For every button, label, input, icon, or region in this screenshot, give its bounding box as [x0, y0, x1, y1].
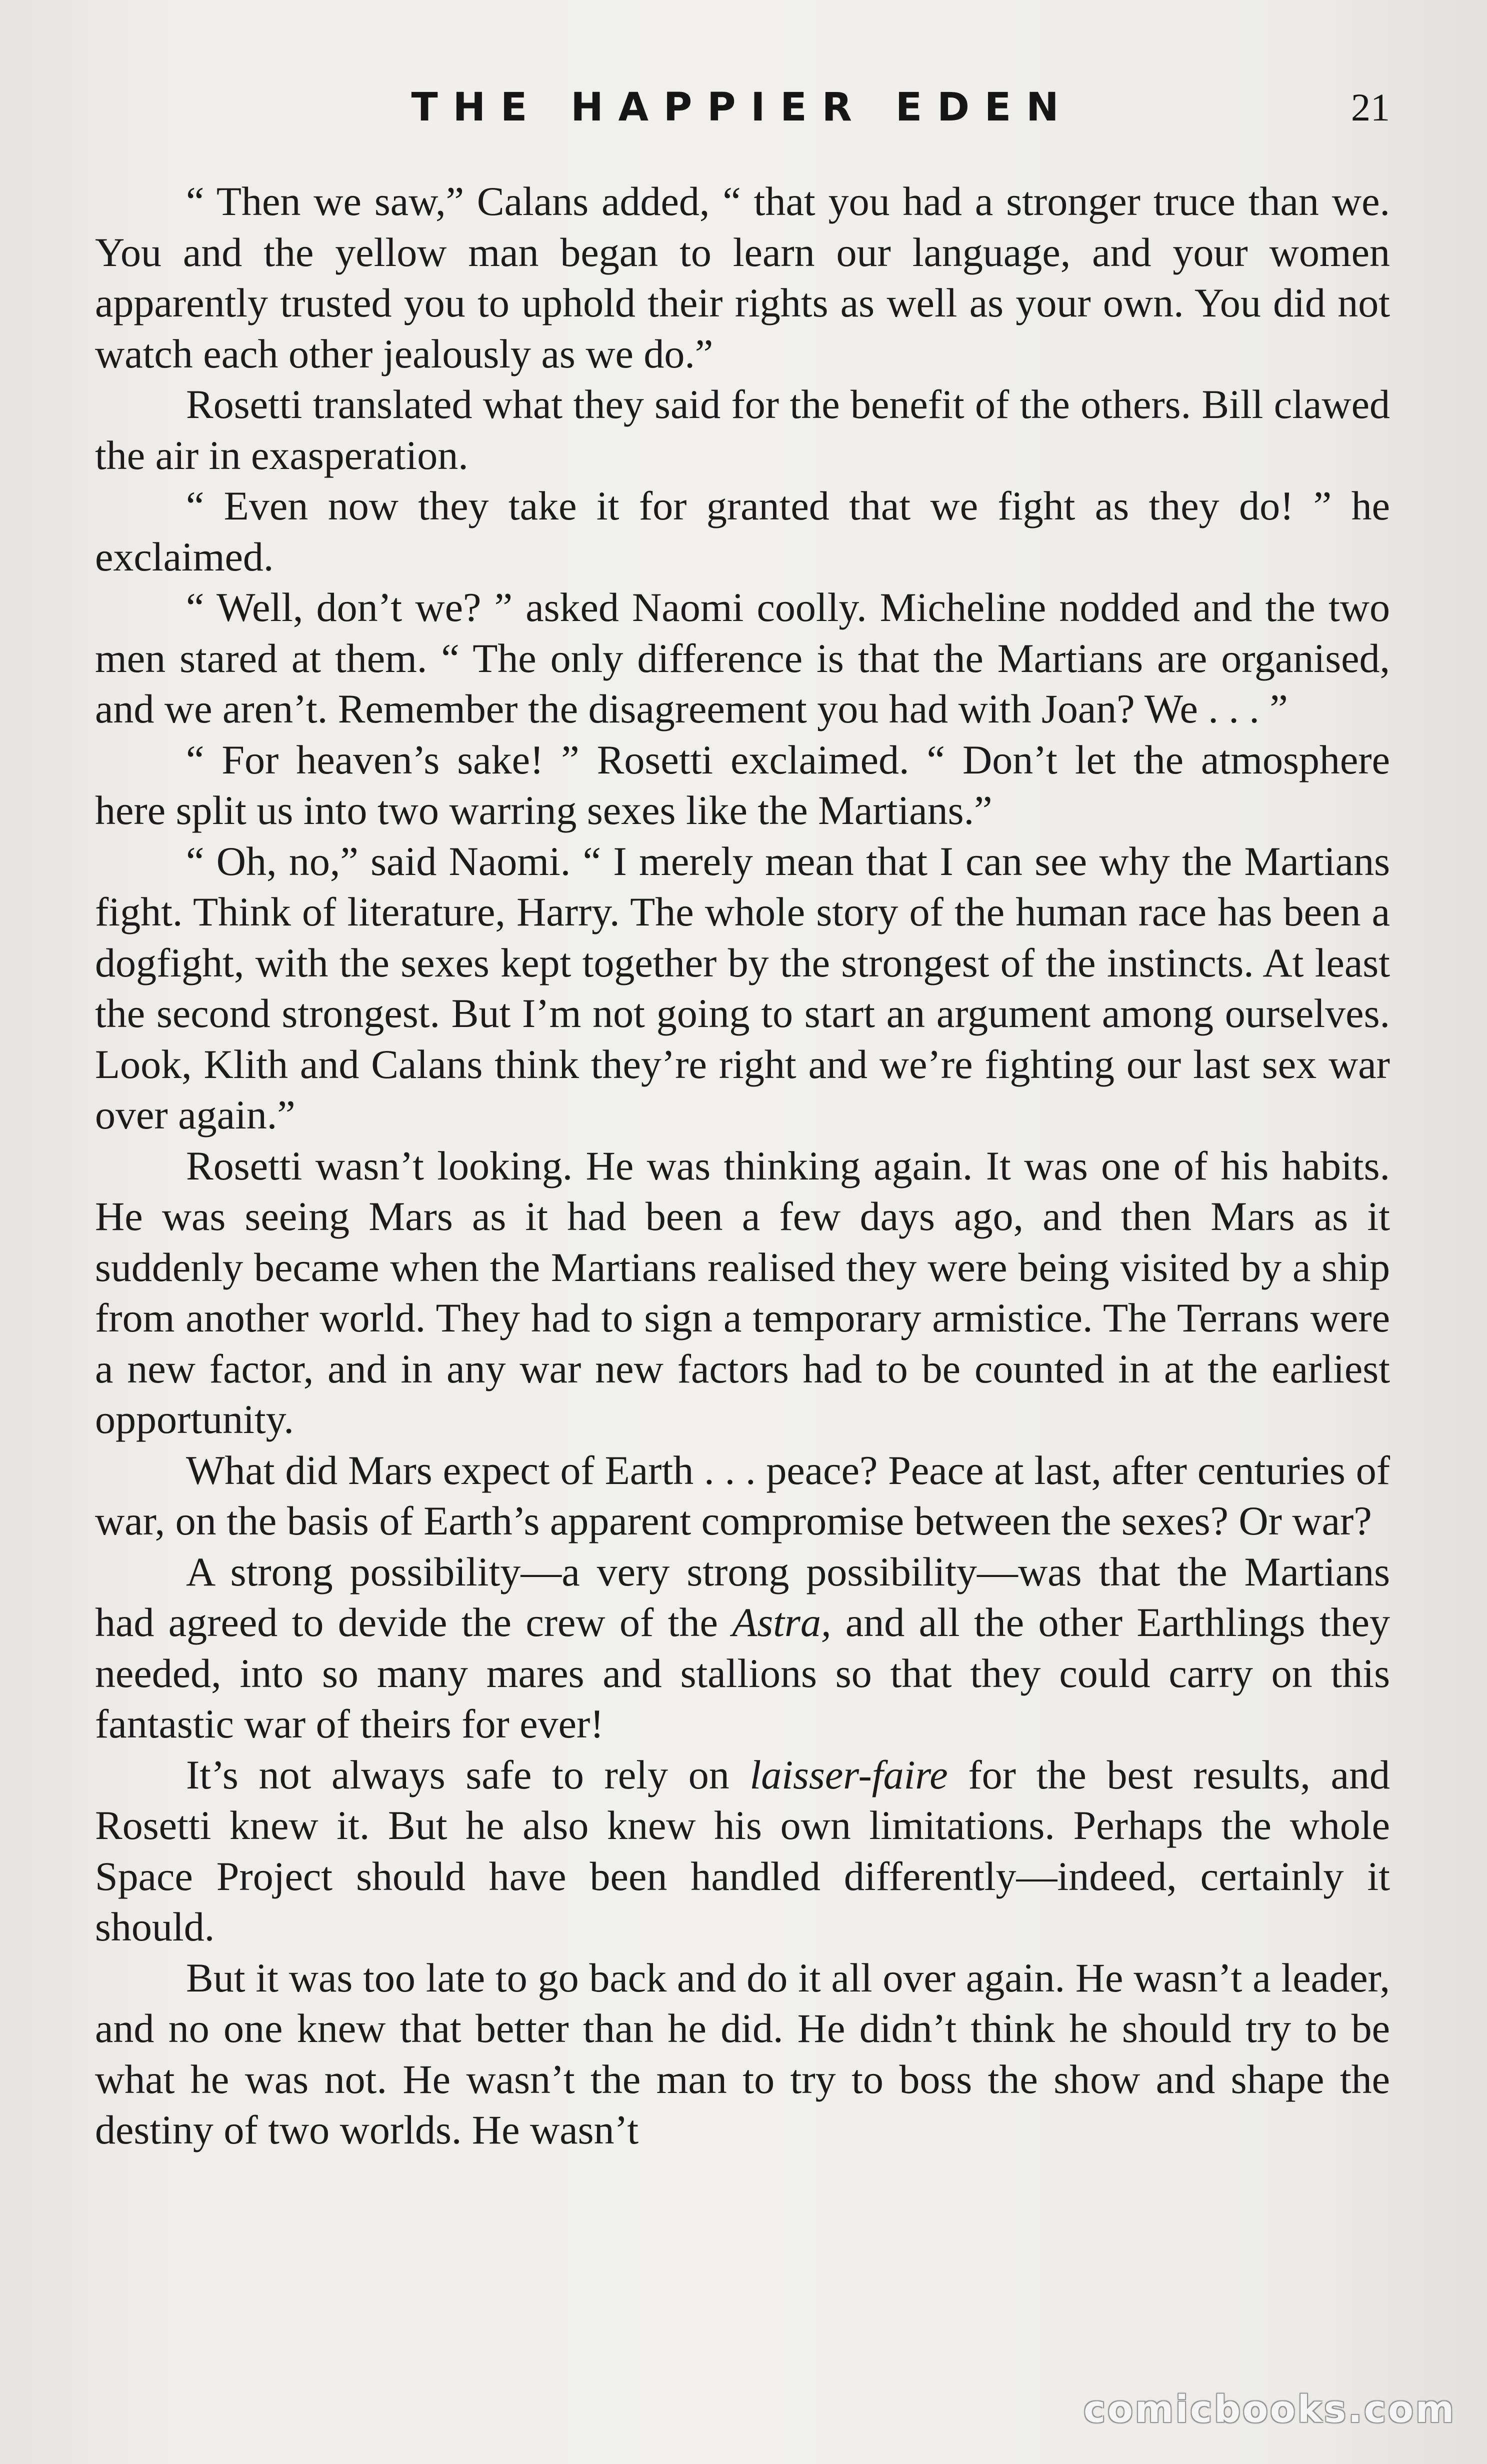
paragraph-9 [95, 1546, 1390, 1750]
paragraph-5: “ For heaven’s sake! ” Rosetti exclaimed. “ Don’t let the atmosphere here split us into two warring sexes like the Martians.” [95, 736, 1390, 833]
paragraph-10-text-after: for the best results, and Rosetti knew it. But he also knew his own limitations. Perhaps the whole Space Project should have been handled differently—indeed, certainly it should. [95, 1752, 1390, 1950]
running-head [95, 80, 1390, 140]
paragraph-10 [95, 1750, 1390, 1952]
body-text [95, 176, 1390, 2156]
paragraph-6: “ Oh, no,” said Naomi. “ I merely mean that I can see why the Martians fight. Think of literature, Harry. The whole story of the human race has been a dogfight, with the sexes kept together by the strongest of the instincts. At least the second strongest. But I’m not going to start an argument among ourselves. Look, Klith and Calans think they’re right and we’re fighting our last sex war over again.” [95, 838, 1390, 1138]
paragraph-10-text-before: It’s not always safe to rely on [186, 1752, 750, 1798]
running-title: THE HAPPIER EDEN [411, 85, 1074, 130]
laisser-faire-italic: laisser-faire [750, 1752, 948, 1798]
page-number: 21 [1351, 86, 1390, 129]
paragraph-7: Rosetti wasn’t looking. He was thinking again. It was one of his habits. He was seeing Mars as it had been a few days ago, and then Mars as it suddenly became when the Martians realised they were being visited by a ship from another world. They had to sign a temporary armistice. The Terrans were a new factor, and in any war new factors had to be counted in at the earliest opportunity. [95, 1142, 1390, 1442]
paragraph-3: “ Even now they take it for granted that we fight as they do! ” he exclaimed. [95, 483, 1390, 580]
paragraph-1: “ Then we saw,” Calans added, “ that you had a stronger truce than we. You and the yellow man began to learn our language, and your women apparently trusted you to uphold their rights as well as your own. You did not watch each other jealously as we do.” [95, 178, 1390, 376]
ship-name-italic: Astra, [732, 1600, 832, 1645]
paragraph-9-text-after: and all the other Earthlings they needed, into so many mares and stallions so that they could carry on this fantastic war of theirs for ever! [95, 1600, 1390, 1746]
paragraph-4: “ Well, don’t we? ” asked Naomi coolly. Micheline nodded and the two men stared at them. “ The only difference is that the Martians are organised, and we aren’t. Remember the disagreement you had with Joan? We . . . ” [95, 584, 1390, 732]
paragraph-9-text-before: A strong possibility—a very strong possibility—was that the Martians had agreed to devide the crew of the [95, 1548, 1390, 1645]
paragraph-2: Rosetti translated what they said for the benefit of the others. Bill clawed the air in exasperation. [95, 382, 1390, 478]
paragraph-11: But it was too late to go back and do it all over again. He wasn’t a leader, and no one knew that better than he did. He didn’t think he should try to be what he was not. He wasn’t the man to try to boss the show and shape the destiny of two worlds. He wasn’t [95, 1954, 1390, 2152]
paragraph-8: What did Mars expect of Earth . . . peace? Peace at last, after centuries of war, on the basis of Earth’s apparent compromise between the sexes? Or war? [95, 1447, 1390, 1544]
watermark: comicbooks.com [1084, 2388, 1456, 2431]
